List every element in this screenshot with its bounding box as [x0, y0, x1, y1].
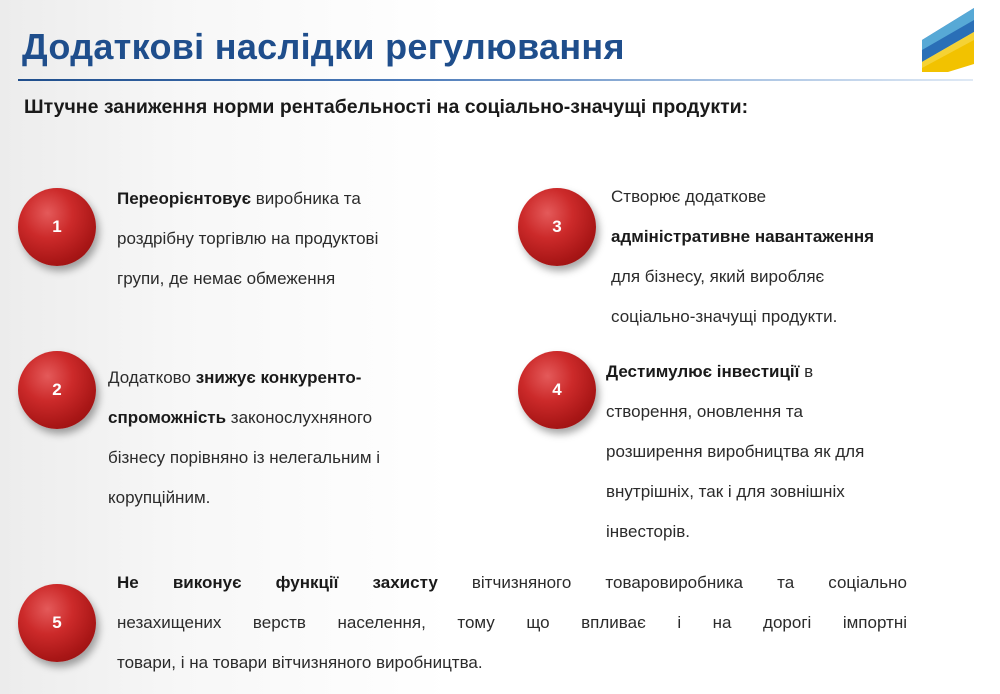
item-text-segment: виробника та — [251, 189, 361, 208]
item-text-line — [108, 358, 478, 398]
item-text-line — [117, 259, 477, 299]
item-number-badge: 5 — [18, 584, 96, 662]
item-text-segment: внутрішніх, так і для зовнішніх — [606, 482, 845, 501]
item-text-segment: бізнесу порівняно із нелегальним і — [108, 448, 381, 467]
item-text-segment: незахищених верств населення, тому що впливає і на дорогі імпортні — [117, 613, 907, 632]
list-item — [117, 179, 477, 299]
item-text-segment: для бізнесу, який виробляє — [611, 267, 825, 286]
item-text-line — [606, 392, 976, 432]
list-item — [108, 358, 478, 518]
item-text-segment: Створює додаткове — [611, 187, 767, 206]
item-text-emphasis: спроможність — [108, 408, 227, 427]
item-text-line — [606, 432, 976, 472]
item-text-segment: в — [799, 362, 814, 381]
item-text-segment: соціально-значущі продукти. — [611, 307, 838, 326]
page-subtitle: Штучне заниження норми рентабельності на соціально-значущі продукти: — [24, 96, 749, 118]
item-text-line — [117, 643, 907, 683]
item-text-line — [117, 603, 907, 643]
item-text-line — [611, 297, 981, 337]
item-text-segment: інвесторів. — [606, 522, 690, 541]
ua-flag-emblem-icon — [918, 6, 978, 78]
item-text-line — [117, 219, 477, 259]
item-text-segment: роздрібну торгівлю на продуктові — [117, 229, 379, 248]
item-text-segment: товари, і на товари вітчизняного виробництва. — [117, 653, 483, 672]
item-text-line — [117, 179, 477, 219]
item-text-segment: групи, де немає обмеження — [117, 269, 336, 288]
title-divider — [18, 79, 973, 81]
item-number-badge: 4 — [518, 351, 596, 429]
item-text-emphasis: адміністративне навантаження — [611, 227, 875, 246]
item-text-line — [117, 563, 907, 603]
item-text-segment: створення, оновлення та — [606, 402, 803, 421]
page-title: Додаткові наслідки регулювання — [22, 26, 625, 67]
item-text-emphasis: знижує конкуренто- — [195, 368, 362, 387]
item-text-segment: законослухняного — [226, 408, 373, 427]
item-text-segment: вітчизняного товаровиробника та соціально — [437, 573, 907, 592]
item-text-emphasis: Не виконує функції захисту — [117, 573, 438, 592]
item-text-emphasis: Дестимулює інвестиції — [606, 362, 800, 381]
item-text-line — [611, 257, 981, 297]
item-text-emphasis: Переорієнтовує — [117, 189, 252, 208]
list-item — [611, 177, 981, 337]
item-text-segment: розширення виробництва як для — [606, 442, 865, 461]
list-item — [606, 352, 976, 552]
item-number-badge: 3 — [518, 188, 596, 266]
item-text-line — [606, 472, 976, 512]
item-text-line — [108, 398, 478, 438]
item-text-segment: Додатково — [108, 368, 196, 387]
item-text-line — [108, 478, 478, 518]
item-text-line — [606, 352, 976, 392]
item-number-badge: 2 — [18, 351, 96, 429]
list-item — [117, 563, 907, 683]
item-text-segment: корупційним. — [108, 488, 211, 507]
item-text-line — [611, 177, 981, 217]
item-text-line — [611, 217, 981, 257]
item-text-line — [108, 438, 478, 478]
item-number-badge: 1 — [18, 188, 96, 266]
item-text-line — [606, 512, 976, 552]
